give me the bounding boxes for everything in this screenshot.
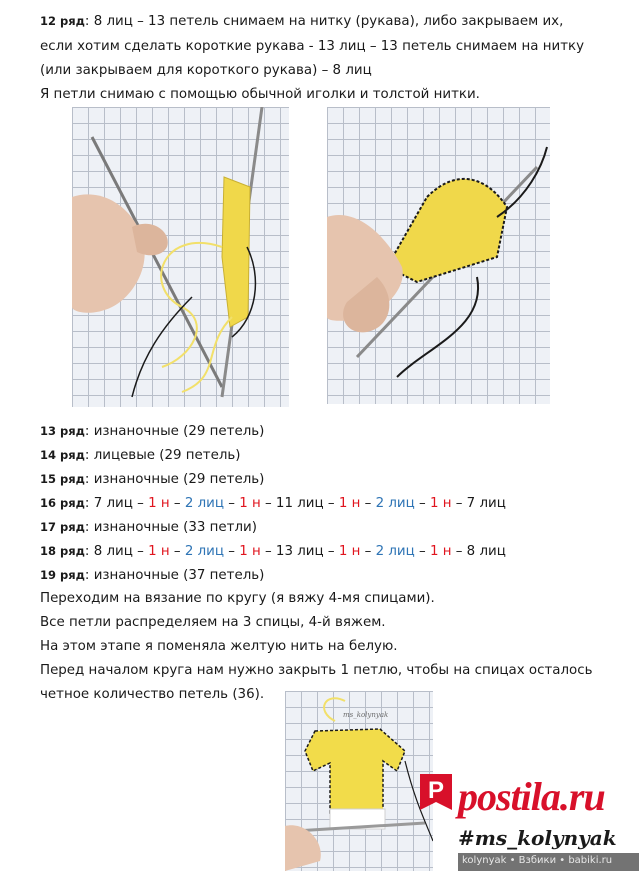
row17: 17 ряд: изнаночные (33 петли) — [40, 520, 257, 535]
row-label: 16 ряд — [40, 496, 85, 510]
row12-line1: 12 ряд: 8 лиц – 13 петель снимаем на нитку (рукава), либо закрываем их, — [40, 14, 564, 29]
row18: 18 ряд: 8 лиц – 1 н – 2 лиц – 1 н – 13 лиц – 1 н – 2 лиц – 1 н – 8 лиц — [40, 544, 506, 559]
paragraph-even-count: четное количество петель (36). — [40, 687, 265, 702]
paragraph-yarn-change: На этом этапе я поменяла желтую нить на белую. — [40, 639, 398, 654]
note-text: Я петли снимаю с помощью обычной иголки и толстой нитки. — [40, 87, 480, 102]
photo-watermark: ms_kolynyak — [343, 711, 389, 719]
row-label: 14 ряд — [40, 448, 85, 462]
increase-marker: 1 н — [148, 544, 170, 559]
paragraph-close-loop: Перед началом круга нам нужно закрыть 1 петлю, чтобы на спицах осталось — [40, 663, 593, 678]
row15: 15 ряд: изнаночные (29 петель) — [40, 472, 265, 487]
postila-watermark: postila.ru — [458, 774, 605, 819]
increase-marker: 1 н — [338, 496, 361, 511]
paragraph-circular: Переходим на вязание по кругу (я вяжу 4-мя спицами). — [40, 591, 435, 606]
footer-credit: kolynyak • Взбики • babiki.ru — [462, 855, 613, 866]
photo-knitting-on-needle — [72, 107, 289, 407]
knit-marker: 2 лиц — [184, 496, 224, 511]
row-label: 18 ряд — [40, 544, 85, 558]
postila-logo — [418, 770, 456, 820]
row19: 19 ряд: изнаночные (37 петель) — [40, 568, 265, 583]
hashtag-watermark: #ms_kolynyak — [458, 826, 617, 850]
photo-knitted-sweater — [285, 691, 433, 871]
increase-marker: 1 н — [338, 544, 361, 559]
row-label: 13 ряд — [40, 424, 85, 438]
row-label: 12 ряд — [40, 14, 85, 28]
paragraph-distribute: Все петли распределяем на 3 спицы, 4-й вяжем. — [40, 615, 386, 630]
increase-marker: 1 н — [429, 544, 452, 559]
knit-marker: 2 лиц — [184, 544, 224, 559]
row-label: 17 ряд — [40, 520, 85, 534]
svg-text:P: P — [427, 777, 445, 804]
row-label: 19 ряд — [40, 568, 85, 582]
row13: 13 ряд: изнаночные (29 петель) — [40, 424, 265, 439]
increase-marker: 1 н — [148, 496, 170, 511]
increase-marker: 1 н — [239, 544, 261, 559]
row14: 14 ряд: лицевые (29 петель) — [40, 448, 241, 463]
row-label: 15 ряд — [40, 472, 85, 486]
photo-knitting-piece — [327, 107, 550, 404]
increase-marker: 1 н — [429, 496, 452, 511]
row12-line3: (или закрываем для короткого рукава) – 8 лиц — [40, 63, 372, 78]
increase-marker: 1 н — [239, 496, 261, 511]
knit-marker: 2 лиц — [375, 496, 415, 511]
row16: 16 ряд: 7 лиц – 1 н – 2 лиц – 1 н – 11 лиц – 1 н – 2 лиц – 1 н – 7 лиц — [40, 496, 506, 511]
knit-marker: 2 лиц — [375, 544, 415, 559]
row12-line2: если хотим сделать короткие рукава - 13 лиц – 13 петель снимаем на нитку — [40, 39, 585, 54]
